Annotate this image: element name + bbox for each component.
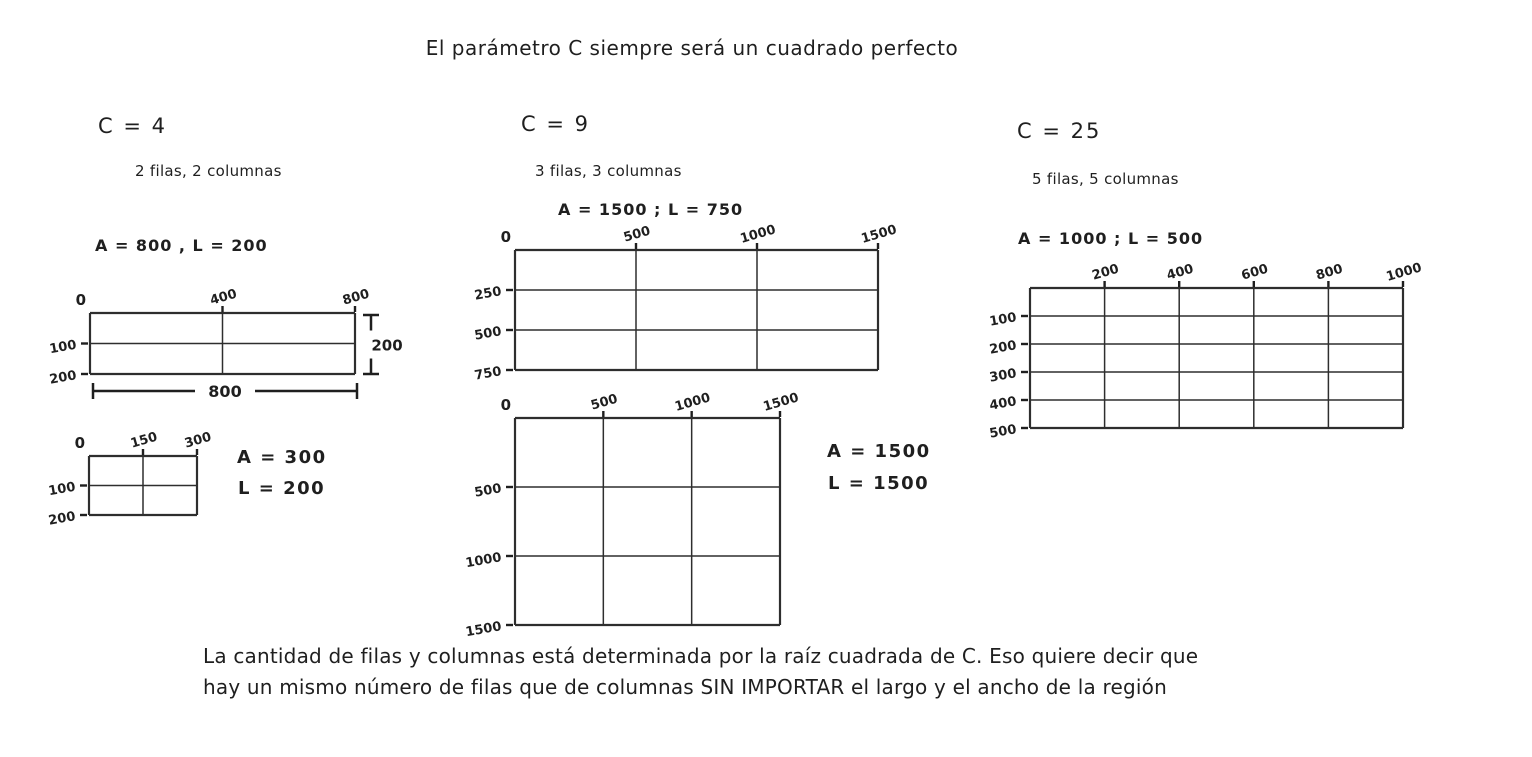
svg-text:100: 100 <box>988 310 1018 330</box>
svg-text:400: 400 <box>1165 261 1196 284</box>
svg-text:300: 300 <box>988 366 1018 386</box>
grid-c9-wide <box>457 206 956 414</box>
grid-c9-square <box>457 374 858 669</box>
svg-text:500: 500 <box>621 223 653 246</box>
grid-c4-wide <box>32 269 433 418</box>
section-c9-heading: C = 9 <box>521 112 590 136</box>
annotation-c9-grid2-area: A = 1500 <box>827 441 931 462</box>
svg-text:800: 800 <box>208 382 242 401</box>
svg-text:0: 0 <box>500 228 511 246</box>
svg-text:500: 500 <box>988 422 1018 442</box>
svg-text:200: 200 <box>47 509 77 529</box>
grid-c25 <box>972 244 1481 472</box>
svg-text:1500: 1500 <box>464 619 503 641</box>
svg-text:1000: 1000 <box>1384 260 1424 285</box>
svg-text:750: 750 <box>473 364 503 384</box>
section-c9-subheading: 3 filas, 3 columnas <box>535 162 682 180</box>
svg-text:500: 500 <box>473 324 503 344</box>
svg-text:250: 250 <box>473 284 503 304</box>
section-c4-heading: C = 4 <box>98 114 167 138</box>
section-c25-subheading: 5 filas, 5 columnas <box>1032 170 1179 188</box>
section-c25-heading: C = 25 <box>1017 119 1102 143</box>
svg-text:1000: 1000 <box>464 550 503 572</box>
svg-text:800: 800 <box>1314 261 1345 284</box>
footer-text-line2: hay un mismo número de filas que de columnas SIN IMPORTAR el largo y el ancho de la región <box>203 675 1167 699</box>
svg-text:200: 200 <box>988 338 1018 358</box>
annotation-c4-grid2-area: A = 300 <box>237 447 327 468</box>
annotation-c9-grid2-length: L = 1500 <box>828 473 930 494</box>
svg-text:1500: 1500 <box>761 390 801 415</box>
svg-text:300: 300 <box>182 429 214 452</box>
svg-text:500: 500 <box>473 481 503 501</box>
svg-text:200: 200 <box>371 336 403 355</box>
annotation-c4-grid2-length: L = 200 <box>238 478 326 499</box>
svg-text:100: 100 <box>47 479 77 500</box>
svg-text:0: 0 <box>75 291 86 309</box>
svg-text:0: 0 <box>74 434 85 452</box>
svg-text:100: 100 <box>48 337 78 358</box>
svg-text:400: 400 <box>988 394 1018 414</box>
section-c4-params: A = 800 , L = 200 <box>95 236 268 255</box>
section-c25-params: A = 1000 ; L = 500 <box>1018 229 1204 248</box>
diagram-title: El parámetro C siempre será un cuadrado perfecto <box>425 36 959 60</box>
section-c4-subheading: 2 filas, 2 columnas <box>135 162 282 180</box>
svg-text:1000: 1000 <box>673 390 713 415</box>
svg-text:200: 200 <box>48 368 78 388</box>
grid-c4-small <box>31 412 275 559</box>
svg-text:1500: 1500 <box>859 222 899 247</box>
svg-text:400: 400 <box>208 286 239 309</box>
svg-text:200: 200 <box>1090 261 1121 284</box>
svg-text:800: 800 <box>340 286 372 309</box>
svg-text:150: 150 <box>128 429 160 452</box>
svg-text:600: 600 <box>1239 261 1270 284</box>
footer-text-line1: La cantidad de filas y columnas está determinada por la raíz cuadrada de C. Eso quiere decir que <box>203 644 1199 668</box>
section-c9-params: A = 1500 ; L = 750 <box>558 200 744 219</box>
svg-text:0: 0 <box>500 396 511 414</box>
svg-text:1000: 1000 <box>738 222 778 247</box>
svg-text:500: 500 <box>589 391 620 414</box>
